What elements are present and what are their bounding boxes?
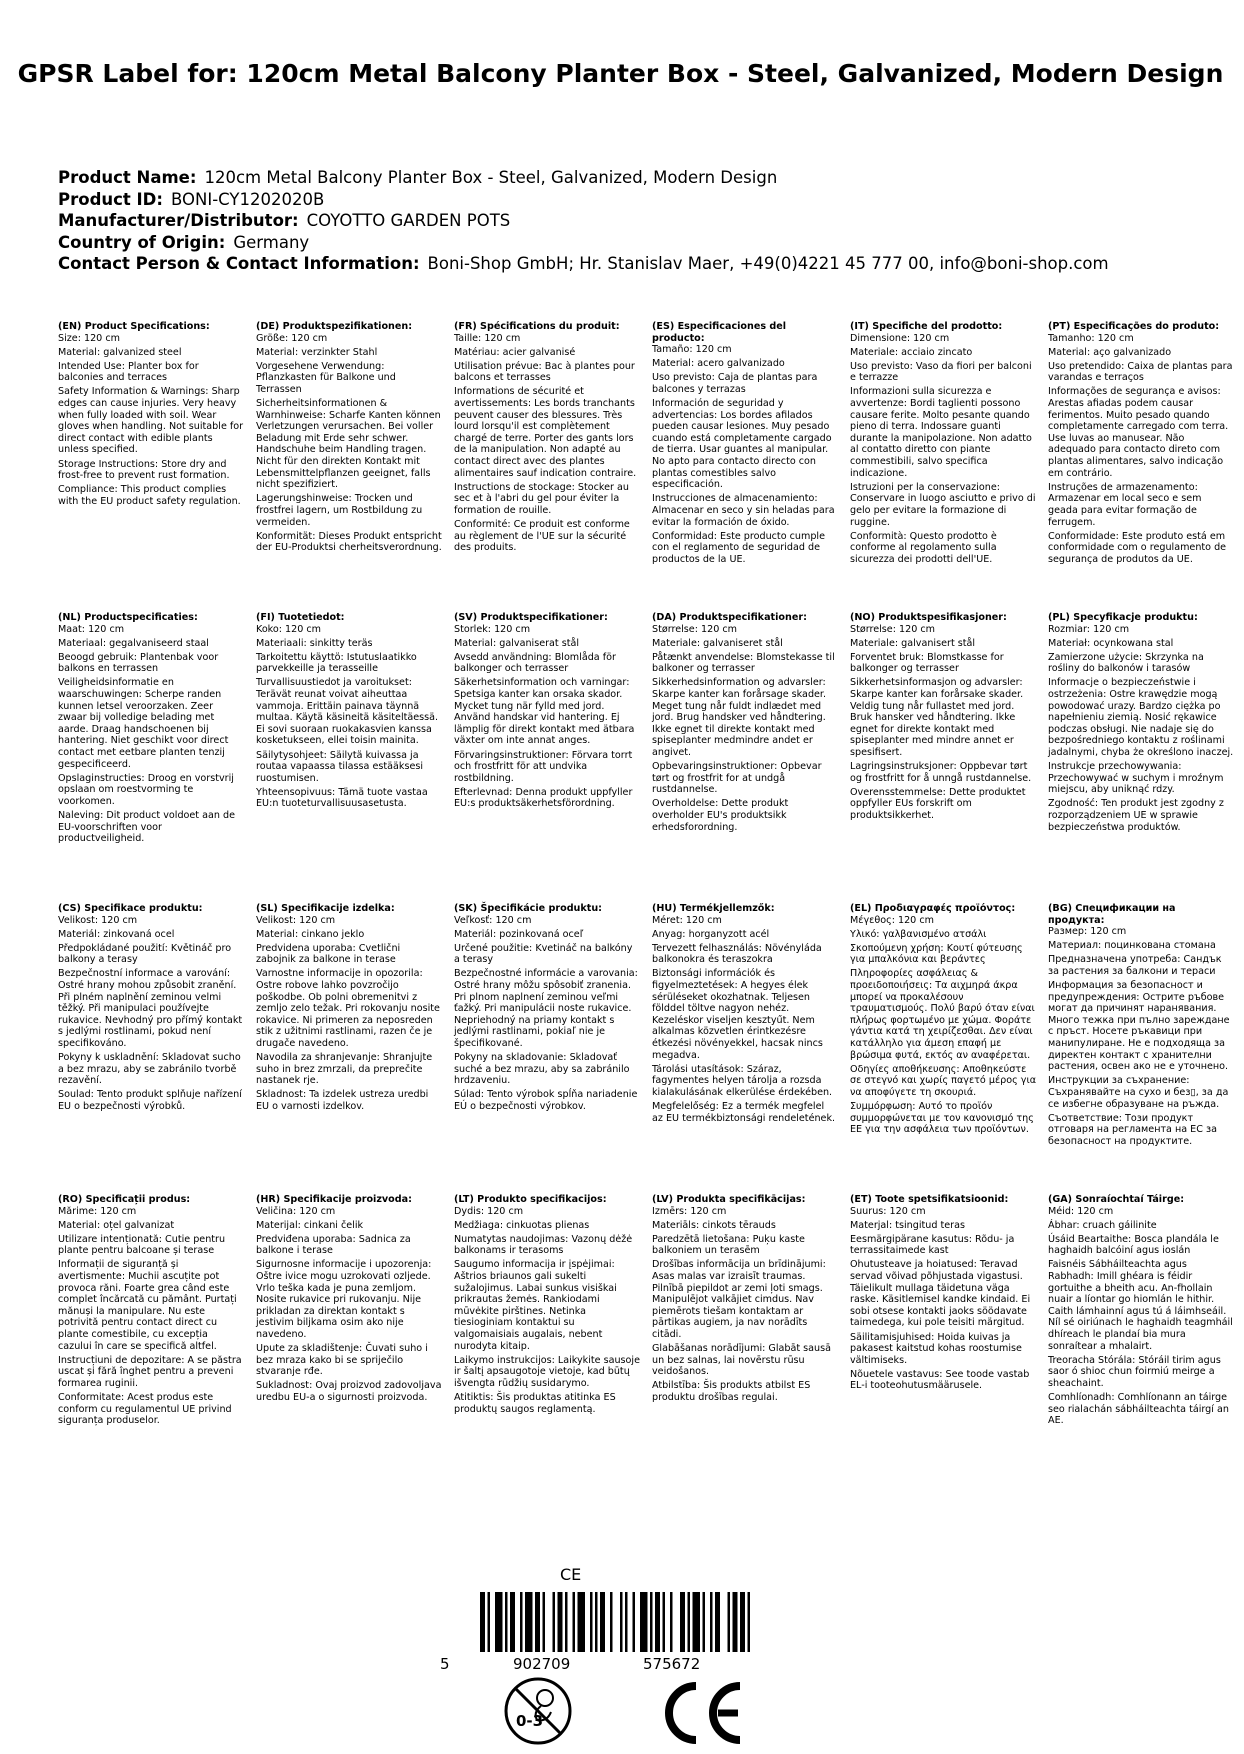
barcode-bar xyxy=(650,1592,653,1652)
language-paragraph: Soulad: Tento produkt splňuje nařízení EU o bezpečnosti výrobků. xyxy=(58,1089,242,1112)
language-paragraph: Treoracha Stórála: Stóráil tirim agus saor ó shioc chun foirmiú meirge a sheachaint. xyxy=(1048,1354,1221,1389)
product-info xyxy=(58,167,1208,275)
language-paragraph: Информация за безопасност и предупреждения: Острите ръбове могат да причинят наранявания. Много тежка при пълно зареждане с пръст. Носете ръкавици при манипулиране. Не е подходяща за директен контакт с хранителни растения, освен ако не е уточнено. xyxy=(1048,980,1230,1073)
language-paragraph: Koko: 120 cm xyxy=(256,623,322,635)
language-paragraph: Yhteensopivuus: Tämä tuote vastaa EU:n tuoteturvallisuusasetusta. xyxy=(256,786,428,810)
language-paragraph: Biztonsági információk és figyelmeztetések: A hegyes élek sérüléseket okozhatnak. Teljesen földdel töltve nagyon nehéz. Kezeléskor viseljen kesztyűt. Nem alkalmas közvetlen érintkezésre étkezési növényekkel, hacsak nincs megadva. xyxy=(652,968,823,1061)
barcode-bar xyxy=(625,1592,628,1652)
barcode-bar xyxy=(600,1592,605,1652)
language-paragraph: Taille: 120 cm xyxy=(454,332,521,344)
language-heading: (DA) Produktspecifikationer: xyxy=(652,612,807,623)
language-paragraph: Suurus: 120 cm xyxy=(850,1205,926,1217)
language-paragraph: Atbilstība: Šis produkts atbilst ES produktu drošības regulai. xyxy=(652,1380,811,1403)
language-block xyxy=(454,1194,650,1485)
language-heading: (GA) Sonraíochtaí Táirge: xyxy=(1048,1194,1185,1205)
info-value: BONI-CY1202020B xyxy=(170,189,325,209)
language-paragraph: Pokyny na skladovanie: Skladovať suché a bez mrazu, aby sa zabránilo hrdzaveniu. xyxy=(454,1052,630,1087)
barcode-bar xyxy=(733,1592,738,1652)
language-paragraph: Předpokládané použití: Květináč pro balkony a terasy xyxy=(58,942,232,966)
page-title: GPSR Label for: 120cm Metal Balcony Planter Box - Steel, Galvanized, Modern Design xyxy=(17,59,1224,88)
language-paragraph: Conformitate: Acest produs este conform cu regulamentul UE privind siguranța produselor. xyxy=(58,1392,232,1427)
language-paragraph: Lagerungshinweise: Trocken und frostfrei lagern, um Rostbildung zu vermeiden. xyxy=(256,493,423,528)
language-heading: (BG) Спецификации на продукта: xyxy=(1048,903,1176,926)
language-paragraph: Predvidena uporaba: Cvetlični zabojnik za balkone in terase xyxy=(256,942,401,966)
language-heading: (SK) Špecifikácie produktu: xyxy=(454,903,603,914)
language-block xyxy=(850,321,1046,612)
language-paragraph: Laikymo instrukcijos: Laikykite sausoje ir šaltį apsaugotoje vietoje, kad būtų išvengta rūdžių susidarymo. xyxy=(454,1354,640,1389)
info-label: Contact Person & Contact Information: xyxy=(58,254,420,273)
language-paragraph: Conformité: Ce produit est conforme au règlement de l'UE sur la sécurité des produits. xyxy=(454,519,630,554)
language-block xyxy=(256,903,452,1194)
language-paragraph: Méid: 120 cm xyxy=(1048,1205,1114,1217)
language-heading: (ET) Toote spetsifikatsioonid: xyxy=(850,1194,1009,1205)
age-label: 0-3 xyxy=(516,1712,544,1730)
barcode-bar xyxy=(710,1592,713,1652)
language-paragraph: Informations de sécurité et avertissements: Les bords tranchants peuvent causer des blessures. Très lourd lorsqu'il est complètement chargé de terre. Porter des gants lors de la manipulation. Non adapté au contact direct avec des plantes alimentaires sauf indication contraire. xyxy=(454,386,637,479)
language-paragraph: Materiale: galvanisert stål xyxy=(850,637,976,649)
barcode-bar xyxy=(663,1592,666,1652)
language-paragraph: Numatytas naudojimas: Vazonų dėžė balkonams ir terasoms xyxy=(454,1233,633,1257)
language-paragraph: Påtænkt anvendelse: Blomstekasse til balkoner og terrasser xyxy=(652,651,835,675)
barcode-bar xyxy=(573,1592,576,1652)
language-paragraph: Ohutusteave ja hoiatused: Teravad servad võivad põhjustada vigastusi. Täielikult mullaga täidetuna väga raske. Käsitlemisel kandke kindaid. Ei sobi otsese kontakti jaoks söödavate taimedega, kui pole teisiti märgitud. xyxy=(850,1259,1031,1329)
language-paragraph: Материал: поцинкована стомана xyxy=(1048,940,1216,952)
language-paragraph: Varnostne informacije in opozorila: Ostre robove lahko povzročijo poškodbe. Ob polni obremenitvi z zemljo zelo težak. Pri rokovanju nosite rokavice. Ni primeren za neposreden stik z užitnimi rastlinami, razen če je drugače navedeno. xyxy=(256,968,440,1050)
barcode-bar xyxy=(740,1592,745,1652)
language-block xyxy=(1048,1194,1244,1485)
info-row xyxy=(58,189,1208,211)
language-paragraph: Overholdelse: Dette produkt overholder EU's produktsikk erhedsforordning. xyxy=(652,798,789,833)
language-paragraph: Materiāls: cinkots tērauds xyxy=(652,1219,776,1231)
language-paragraph: Matériau: acier galvanisé xyxy=(454,346,576,358)
language-block xyxy=(1048,612,1244,903)
language-paragraph: Uso pretendido: Caixa de plantas para varandas e terraços xyxy=(1048,360,1233,384)
barcode-bar xyxy=(703,1592,706,1652)
language-paragraph: Tamanho: 120 cm xyxy=(1048,332,1134,344)
language-paragraph: Størrelse: 120 cm xyxy=(652,623,737,635)
info-row xyxy=(58,253,1208,275)
language-paragraph: Tárolási utasítások: Száraz, fagymentes helyen tárolja a rozsda kialakulásának elkerülése érdekében. xyxy=(652,1063,833,1098)
language-paragraph: Materiał: ocynkowana stal xyxy=(1048,637,1174,649)
barcode-bar xyxy=(620,1592,623,1652)
language-heading: (IT) Specifiche del prodotto: xyxy=(850,321,1003,332)
barcode-bar xyxy=(480,1592,485,1652)
barcode-bar xyxy=(525,1592,533,1652)
language-block xyxy=(850,612,1046,903)
barcode-bar xyxy=(728,1592,731,1652)
language-paragraph: Overensstemmelse: Dette produktet oppfyller EUs forskrift om produktsikkerhet. xyxy=(850,786,1026,821)
language-block xyxy=(1048,903,1244,1194)
language-paragraph: Conformidad: Este producto cumple con el reglamento de seguridad de productos de la UE. xyxy=(652,530,825,565)
barcode-bar xyxy=(558,1592,563,1652)
language-paragraph: Förvaringsinstruktioner: Förvara torrt och frostfritt för att undvika rostbildning. xyxy=(454,749,633,784)
language-block xyxy=(454,612,650,903)
language-paragraph: Upute za skladištenje: Čuvati suho i bez mraza kako bi se spriječilo stvaranje rđe. xyxy=(256,1343,428,1378)
barcode-bar xyxy=(670,1592,673,1652)
language-paragraph: Materiaali: sinkitty teräs xyxy=(256,637,373,649)
language-paragraph: Sikkerhedsinformation og advarsler: Skarpe kanter kan forårsage skader. Meget tung når fuldt indlædet med jord. Brug handsker ved håndtering. Ikke egnet til direkte kontakt med spiseplanter medmindre andet er angivet. xyxy=(652,677,827,759)
language-paragraph: Sukladnost: Ovaj proizvod zadovoljava uredbu EU-a o sigurnosti proizvoda. xyxy=(256,1380,442,1403)
language-paragraph: Material: galvanized steel xyxy=(58,346,182,358)
language-paragraph: Materiaal: gegalvaniseerd staal xyxy=(58,637,209,649)
language-heading: (CS) Specifikace produktu: xyxy=(58,903,203,914)
barcode-bar xyxy=(553,1592,556,1652)
language-block xyxy=(58,1194,254,1485)
language-paragraph: Material: acero galvanizado xyxy=(652,358,785,370)
language-paragraph: Información de seguridad y advertencias: Los bordes afilados pueden causar lesiones. Muy pesado cuando está completamente cargado de tierra. Usar guantes al manipular. No apto para contacto directo con plantas comestibles salvo especificación. xyxy=(652,398,832,491)
barcode-bar xyxy=(693,1592,701,1652)
language-paragraph: Tamaño: 120 cm xyxy=(652,344,732,356)
language-heading: (FI) Tuotetiedot: xyxy=(256,612,345,623)
language-paragraph: Naleving: Dit product voldoet aan de EU-voorschriften voor productveiligheid. xyxy=(58,810,235,845)
language-paragraph: Forventet bruk: Blomstkasse for balkonger og terrasser xyxy=(850,651,1004,675)
language-paragraph: Utilisation prévue: Bac à plantes pour balcons et terrasses xyxy=(454,360,635,384)
language-heading: (HR) Specifikacije proizvoda: xyxy=(256,1194,412,1205)
language-heading: (SL) Specifikacije izdelka: xyxy=(256,903,395,914)
language-paragraph: Υλικό: γαλβανισμένο ατσάλι xyxy=(850,928,987,940)
language-paragraph: Medžiaga: cinkuotas plienas xyxy=(454,1219,590,1231)
language-paragraph: Conformità: Questo prodotto è conforme al regolamento sulla sicurezza dei prodotti dell'UE. xyxy=(850,530,997,565)
language-paragraph: Storage Instructions: Store dry and frost-free to prevent rust formation. xyxy=(58,458,230,482)
language-heading: (PL) Specyfikacje produktu: xyxy=(1048,612,1198,623)
language-paragraph: Velikost: 120 cm xyxy=(256,914,336,926)
language-paragraph: Skladnost: Ta izdelek ustreza uredbi EU o varnosti izdelkov. xyxy=(256,1089,429,1112)
language-paragraph: Ábhar: cruach gáilinite xyxy=(1048,1219,1157,1231)
barcode-bar xyxy=(688,1592,691,1652)
language-paragraph: Σκοπούμενη χρήση: Κουτί φύτευσης για μπαλκόνια και βεράντες xyxy=(850,942,1023,966)
language-paragraph: Veiligheidsinformatie en waarschuwingen: Scherpe randen kunnen letsel veroorzaken. Zeer zwaar bij volledige belading met aarde. Draag handschoenen bij hantering. Niet geschikt voor direct contact met eetbare planten tenzij gespecificeerd. xyxy=(58,677,229,770)
language-paragraph: Säilytysohjeet: Säilytä kuivassa ja routaa vapaassa tilassa estääksesi ruostumisen. xyxy=(256,749,424,784)
language-paragraph: Instrucțiuni de depozitare: A se păstra uscat și fără înghet pentru a preveni formarea ruginii. xyxy=(58,1354,242,1389)
info-label: Manufacturer/Distributor: xyxy=(58,211,299,230)
language-heading: (LT) Produkto specifikacijos: xyxy=(454,1194,607,1205)
language-paragraph: Úsáid Beartaithe: Bosca plandála le haghaidh balcóiní agus ioslán xyxy=(1048,1233,1219,1257)
language-paragraph: Materjal: tsingitud teras xyxy=(850,1219,965,1231)
language-heading: (FR) Spécifications du produit: xyxy=(454,321,620,332)
barcode-left-digits: 902709 xyxy=(513,1655,571,1673)
language-paragraph: Instrukcje przechowywania: Przechowywać w suchym i mroźnym miejscu, aby uniknąć rdzy. xyxy=(1048,761,1224,796)
language-block xyxy=(256,321,452,612)
language-paragraph: Rozmiar: 120 cm xyxy=(1048,623,1130,635)
language-paragraph: Drošības informācija un brīdinājumi: Asas malas var izraisīt traumas. Pilnībā piepildot ar zemi ļoti smags. Manipulējot valkājiet cimdus. Nav piemērots tiešam kontaktam ar pārtikas augiem, ja nav norādīts citādi. xyxy=(652,1259,826,1341)
language-paragraph: Informações de segurança e avisos: Arestas afiadas podem causar ferimentos. Muito pesado quando completamente carregado com terra. Use luvas ao manusear. Não adequado para contacto direto com plantas alimentares, salvo indicação em contrário. xyxy=(1048,386,1229,479)
language-paragraph: Izmērs: 120 cm xyxy=(652,1205,727,1217)
language-paragraph: Saugumo informacija ir įspėjimai: Aštrios briaunos gali sukelti sužalojimus. Labai sunkus visiškai prikrautas žemės. Rankiodami mūvėkite pirštines. Netinka tiesioginiam kontaktui su valgomaisiais augalais, nebent nurodyta kitaip. xyxy=(454,1259,617,1352)
language-paragraph: Istruzioni per la conservazione: Conservare in luogo asciutto e privo di gelo per evitare la formazione di ruggine. xyxy=(850,481,1036,528)
language-paragraph: Predviđena uporaba: Sadnica za balkone i terase xyxy=(256,1233,411,1257)
language-paragraph: Säkerhetsinformation och varningar: Spetsiga kanter kan orsaka skador. Mycket tung när fylld med jord. Använd handskar vid hantering. Ej lämplig för direkt kontakt med ätbara växter om inte annat anges. xyxy=(454,677,635,747)
language-heading: (NL) Productspecificaties: xyxy=(58,612,198,623)
language-block xyxy=(652,612,848,903)
barcode-bar xyxy=(565,1592,568,1652)
language-paragraph: Megfelelőség: Ez a termék megfelel az EU termékbiztonsági rendeletének. xyxy=(652,1101,836,1124)
barcode-lead-digit: 5 xyxy=(440,1655,450,1673)
language-paragraph: Veličina: 120 cm xyxy=(256,1205,336,1217)
language-paragraph: Zamierzone użycie: Skrzynka na rośliny do balkonów i tarasów xyxy=(1048,651,1204,675)
language-paragraph: Nõuetele vastavus: See toode vastab EL-i tooteohutusmäärusele. xyxy=(850,1368,1030,1392)
language-paragraph: Material: verzinkter Stahl xyxy=(256,346,378,358)
language-block xyxy=(1048,321,1244,612)
language-paragraph: Dimensione: 120 cm xyxy=(850,332,950,344)
barcode-bar xyxy=(495,1592,503,1652)
language-heading: (PT) Especificações do produto: xyxy=(1048,321,1220,332)
language-paragraph: Opslaginstructies: Droog en vorstvrij opslaan om roestvorming te voorkomen. xyxy=(58,772,234,807)
language-paragraph: Glabāšanas norādījumi: Glabāt sausā un bez salnas, lai novērstu rūsu veidošanos. xyxy=(652,1343,831,1378)
language-block xyxy=(58,321,254,612)
language-paragraph: Предназначена употреба: Сандък за растения за балкони и тераси xyxy=(1048,954,1222,977)
language-paragraph: Instructions de stockage: Stocker au sec et à l'abri du gel pour éviter la formation de rouille. xyxy=(454,481,629,516)
barcode-bar xyxy=(543,1592,546,1652)
language-paragraph: Maat: 120 cm xyxy=(58,623,125,635)
language-block xyxy=(58,612,254,903)
language-block xyxy=(58,903,254,1194)
language-paragraph: Mărime: 120 cm xyxy=(58,1205,137,1217)
barcode-bar xyxy=(535,1592,540,1652)
language-paragraph: Tarkoitettu käyttö: Istutuslaatikko parvekkeille ja terasseille xyxy=(256,651,417,675)
language-heading: (EN) Product Specifications: xyxy=(58,321,210,332)
language-paragraph: Съответствие: Този продукт отговаря на регламента на ЕС за безопасност на продуктите. xyxy=(1048,1112,1217,1147)
language-paragraph: Paredzētā lietošana: Puķu kaste balkoniem un terasēm xyxy=(652,1233,805,1257)
language-paragraph: Bezpečnostní informace a varování: Ostré hrany mohou způsobit zranění. Při plném naplnění zeminou velmi těžký. Při manipulaci používejte rukavice. Nevhodný pro přímý kontakt s jedlými rostlinami, pokud není specifikováno. xyxy=(58,968,243,1050)
age-0-3-warning-icon xyxy=(503,1676,573,1746)
language-paragraph: Materiál: zinkovaná ocel xyxy=(58,928,175,940)
language-paragraph: Οδηγίες αποθήκευσης: Αποθηκεύστε σε στεγνό και χωρίς παγετό μέρος για να αποφύγετε τη σκουριά. xyxy=(850,1063,1037,1098)
info-row xyxy=(58,167,1208,189)
language-paragraph: Instruções de armazenamento: Armazenar em local seco e sem geada para evitar formação de ferrugem. xyxy=(1048,481,1202,528)
language-paragraph: Vorgesehene Verwendung: Pflanzkasten für Balkone und Terrassen xyxy=(256,360,396,395)
language-paragraph: Efterlevnad: Denna produkt uppfyller EU:s produktsäkerhetsförordning. xyxy=(454,786,633,810)
language-paragraph: Säilitamisjuhised: Hoida kuivas ja pakasest kaitstud kohas roostumise vältimiseks. xyxy=(850,1331,1022,1366)
info-row xyxy=(58,232,1208,254)
info-value: Germany xyxy=(233,232,310,252)
language-heading: (DE) Produktspezifikationen: xyxy=(256,321,413,332)
barcode-bar xyxy=(590,1592,593,1652)
language-paragraph: Materiál: pozinkovaná oceľ xyxy=(454,928,584,940)
language-block xyxy=(256,1194,452,1485)
language-paragraph: Material: galvaniserat stål xyxy=(454,637,580,649)
language-block xyxy=(850,903,1046,1194)
language-paragraph: Utilizare intenționată: Cutie pentru plante pentru balcoane și terase xyxy=(58,1233,226,1257)
language-paragraph: Eesmärgipärane kasutus: Rõdu- ja terrassitaimede kast xyxy=(850,1233,1015,1257)
language-paragraph: Größe: 120 cm xyxy=(256,332,328,344)
language-block xyxy=(454,321,650,612)
barcode xyxy=(480,1592,755,1652)
language-paragraph: Συμμόρφωση: Αυτό το προϊόν συμμορφώνεται με τον κανονισμό της ΕΕ για την ασφάλεια των προϊόντων. xyxy=(850,1101,1034,1136)
info-label: Product ID: xyxy=(58,189,163,209)
language-paragraph: Инструкции за съхранение: Съхранявайте на сухо и без▯, за да се избегне образуване на ръжда. xyxy=(1048,1075,1229,1110)
language-paragraph: Navodila za shranjevanje: Shranjujte suho in brez zmrzali, da preprečite nastanek rje. xyxy=(256,1052,433,1087)
barcode-bar xyxy=(640,1592,648,1652)
language-heading: (LV) Produkta specifikācijas: xyxy=(652,1194,806,1205)
language-paragraph: Tervezett felhasználás: Növényláda balkonokra és teraszokra xyxy=(652,942,822,966)
language-paragraph: Comhlíonadh: Comhlíonann an táirge seo rialachán sábháilteachta táirgí an AE. xyxy=(1048,1392,1229,1427)
language-paragraph: Material: aço galvanizado xyxy=(1048,346,1172,358)
language-paragraph: Pokyny k uskladnění: Skladovat sucho a bez mrazu, aby se zabránilo tvorbě rezavění. xyxy=(58,1052,241,1087)
language-heading: (EL) Προδιαγραφές προϊόντος: xyxy=(850,903,1016,914)
language-paragraph: Bezpečnostné informácie a varovania: Ostré hrany môžu spôsobiť zranenia. Pri plnom naplnení zeminou veľmi ťažký. Pri manipulácii noste rukavice. Nepriehodný na priamy kontakt s jedlými rastlinami, pokiaľ nie je špecifikované. xyxy=(454,968,638,1050)
info-value: COYOTTO GARDEN POTS xyxy=(306,211,511,230)
language-paragraph: Informacje o bezpieczeństwie i ostrzeżenia: Ostre krawędzie mogą powodować urazy. Bardzo ciężka po napełnieniu ziemią. Nosić rękawice podczas obsługi. Nie nadaje się do bezpośredniego kontaktu z roślinami jadalnymi, chyba że określono inaczej. xyxy=(1048,677,1234,759)
language-paragraph: Faisnéis Sábháilteachta agus Rabhadh: Imill ghéara is féidir gortuithe a bheith acu. An-fhollain nuair a líontar go hiomlán le hithir. Caith lámhainní agus tú á láimhseáil. Níl sé oiriúnach le haghaidh teagmháil dhíreach le plandaí bia mura sonraítear a mhalairt. xyxy=(1048,1259,1233,1352)
language-paragraph: Beoogd gebruik: Plantenbak voor balkons en terrassen xyxy=(58,651,219,675)
language-paragraph: Sicherheitsinformationen & Warnhinweise: Scharfe Kanten können Verletzungen verursachen. Bei voller Beladung mit Erde sehr schwer. Handschuhe beim Handling tragen. Nicht für den direkten Kontakt mit Lebensmittelpflanzen geeignet, falls nicht spezifiziert. xyxy=(256,398,441,491)
info-value: 120cm Metal Balcony Planter Box - Steel, Galvanized, Modern Design xyxy=(204,168,778,187)
barcode-bar xyxy=(578,1592,586,1652)
language-heading: (ES) Especificaciones del producto: xyxy=(652,321,787,344)
language-paragraph: Zgodność: Ten produkt jest zgodny z rozporządzeniem UE w sprawie bezpieczeństwa produktów. xyxy=(1048,798,1224,833)
language-paragraph: Размер: 120 cm xyxy=(1048,926,1127,938)
language-paragraph: Material: cinkano jeklo xyxy=(256,928,365,940)
language-paragraph: Sikkerhetsinformasjon og advarsler: Skarpe kanter kan forårsake skader. Veldig tung når fullastet med jord. Bruk hansker ved håndtering. Ikke egnet for direkte kontakt med spiseplanter med mindre annet er spesifisert. xyxy=(850,677,1024,759)
barcode-bar xyxy=(520,1592,523,1652)
language-paragraph: Súlad: Tento výrobok spĺňa nariadenie EÚ o bezpečnosti výrobkov. xyxy=(454,1089,638,1112)
language-paragraph: Dydis: 120 cm xyxy=(454,1205,524,1217)
language-paragraph: Material: oțel galvanizat xyxy=(58,1219,175,1231)
language-paragraph: Méret: 120 cm xyxy=(652,914,722,926)
language-block xyxy=(850,1194,1046,1485)
ce-label: CE xyxy=(560,1565,582,1584)
info-label: Product Name: xyxy=(58,168,197,187)
barcode-bar xyxy=(510,1592,515,1652)
language-paragraph: Intended Use: Planter box for balconies and terraces xyxy=(58,360,199,384)
language-paragraph: Velikost: 120 cm xyxy=(58,914,138,926)
language-paragraph: Určené použitie: Kvetináč na balkóny a terasy xyxy=(454,942,633,966)
language-paragraph: Konformität: Dieses Produkt entspricht der EU-Produktsi cherheitsverordnung. xyxy=(256,530,442,554)
language-grid xyxy=(58,321,1234,1485)
language-paragraph: Informazioni sulla sicurezza e avvertenze: Bordi taglienti possono causare ferite. Molto pesante quando pieno di terra. Indossare guanti durante la manipolazione. Non adatto al contatto diretto con piante commestibili, salvo specifica indicazione. xyxy=(850,386,1032,479)
info-label: Country of Origin: xyxy=(58,232,226,252)
language-paragraph: Veľkosť: 120 cm xyxy=(454,914,532,926)
language-heading: (HU) Termékjellemzők: xyxy=(652,903,775,914)
language-block xyxy=(652,903,848,1194)
language-heading: (NO) Produktspesifikasjoner: xyxy=(850,612,1007,623)
language-paragraph: Instrucciones de almacenamiento: Almacenar en seco y sin heladas para evitar la formación de óxido. xyxy=(652,493,835,528)
barcode-bar xyxy=(680,1592,685,1652)
barcode-bar xyxy=(488,1592,491,1652)
language-paragraph: Opbevaringsinstruktioner: Opbevar tørt og frostfrit for at undgå rustdannelse. xyxy=(652,761,822,796)
barcode-bar xyxy=(655,1592,660,1652)
barcode-bar xyxy=(505,1592,508,1652)
info-value: Boni-Shop GmbH; Hr. Stanislav Maer, +49(0)4221 45 777 00, info@boni-shop.com xyxy=(427,254,1109,273)
language-paragraph: Atitiktis: Šis produktas atitinka ES produktų saugos reglamentą. xyxy=(454,1392,616,1415)
language-paragraph: Uso previsto: Caja de plantas para balcones y terrazas xyxy=(652,372,818,395)
language-paragraph: Storlek: 120 cm xyxy=(454,623,531,635)
barcode-bar xyxy=(715,1592,720,1652)
language-heading: (SV) Produktspecifikationer: xyxy=(454,612,608,623)
language-paragraph: Πληροφορίες ασφάλειας & προειδοποιήσεις: Τα αιχμηρά άκρα μπορεί να προκαλέσουν τραυματισμούς. Πολύ βαρύ όταν είναι πλήρως φορτωμένο με χώμα. Φοράτε γάντια κατά τη χειρίζεσθαι. Δεν είναι κατάλληλο για άμεση επαφή με βρώσιμα φυτά, εκτός αν αναφέρεται. xyxy=(850,968,1035,1061)
barcode-bar xyxy=(610,1592,613,1652)
language-paragraph: Turvallisuustiedot ja varoitukset: Terävät reunat voivat aiheuttaa vammoja. Erittäin painava täynnä multaa. Käytä käsineitä käsiteltäessä. Ei sovi suoraan ruokakasvien kanssa kosketukseen, ellei toisin mainita. xyxy=(256,677,439,747)
language-paragraph: Conformidade: Este produto está em conformidade com o regulamento de segurança de produtos da UE. xyxy=(1048,530,1227,565)
language-paragraph: Size: 120 cm xyxy=(58,332,120,344)
language-paragraph: Lagringsinstruksjoner: Oppbevar tørt og frostfritt for å unngå rustdannelse. xyxy=(850,761,1032,784)
language-block xyxy=(652,321,848,612)
language-block xyxy=(256,612,452,903)
language-paragraph: Sigurnosne informacije i upozorenja: Oštre ivice mogu uzrokovati ozljede. Vrlo teška kada je puna zemljom. Nosite rukavice pri rukovanju. Nije prikladan za direktan kontakt s jestivim biljkama osim ako nije navedeno. xyxy=(256,1259,432,1341)
language-block xyxy=(652,1194,848,1485)
barcode-bar xyxy=(633,1592,636,1652)
language-paragraph: Informații de siguranță și avertismente: Muchii ascuțite pot provoca răni. Foarte grea când este complet încărcată cu pământ. Purtați mănuși la manipulare. Nu este potrivită pentru contact direct cu plante comestibile, cu excepția cazului în care se specifică altfel. xyxy=(58,1259,237,1352)
info-row xyxy=(58,210,1208,232)
barcode-right-digits: 575672 xyxy=(643,1655,701,1673)
language-block xyxy=(454,903,650,1194)
language-paragraph: Uso previsto: Vaso da fiori per balconi e terrazze xyxy=(850,360,1032,384)
language-heading: (RO) Specificații produs: xyxy=(58,1194,191,1205)
barcode-bar xyxy=(595,1592,598,1652)
language-paragraph: Materiale: galvaniseret stål xyxy=(652,637,783,649)
language-paragraph: Μέγεθος: 120 cm xyxy=(850,914,934,926)
barcode-bar xyxy=(748,1592,751,1652)
language-paragraph: Størrelse: 120 cm xyxy=(850,623,935,635)
language-paragraph: Materiale: acciaio zincato xyxy=(850,346,973,358)
language-paragraph: Materijal: cinkani čelik xyxy=(256,1219,364,1231)
language-paragraph: Anyag: horganyzott acél xyxy=(652,928,770,940)
language-paragraph: Avsedd användning: Blomlåda för balkonger och terrasser xyxy=(454,651,616,675)
language-paragraph: Safety Information & Warnings: Sharp edges can cause injuries. Very heavy when fully loaded with soil. Wear gloves when handling. Not suitable for direct contact with edible plants unless specified. xyxy=(58,386,244,456)
language-paragraph: Compliance: This product complies with the EU product safety regulation. xyxy=(58,484,241,507)
